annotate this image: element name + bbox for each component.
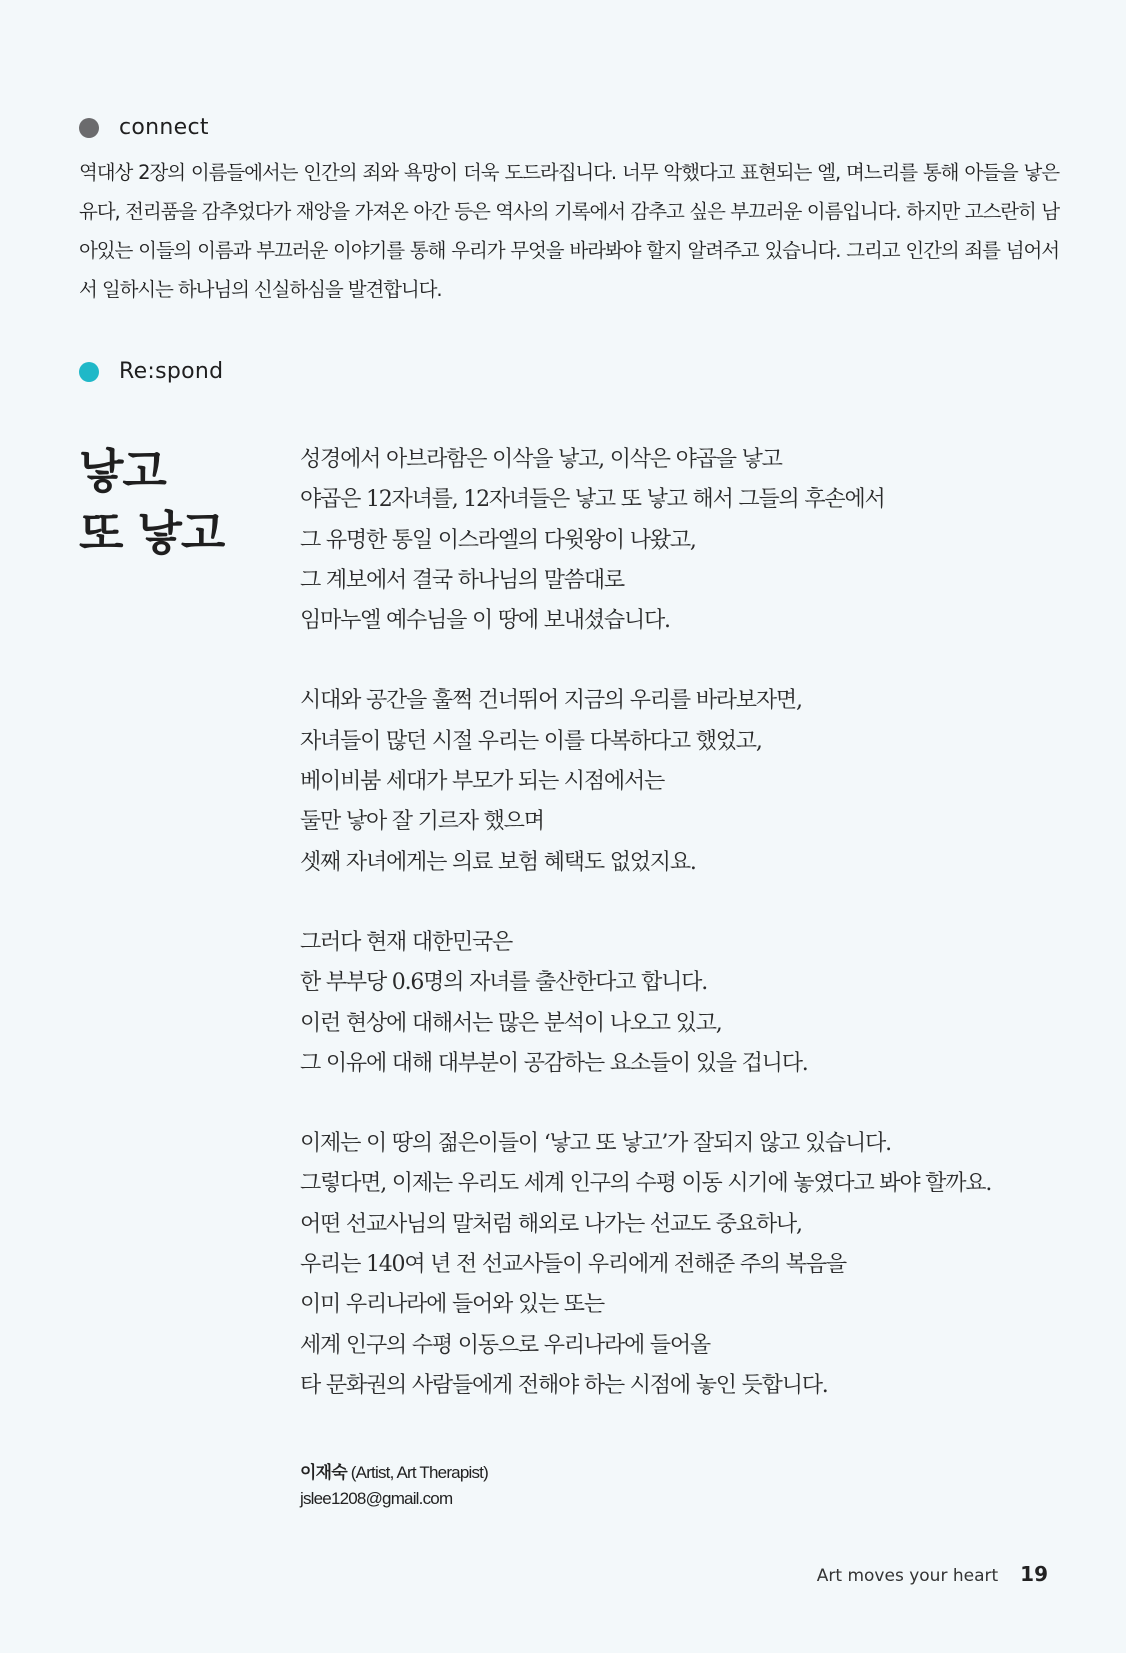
author-email[interactable]: jslee1208@gmail.com	[300, 1489, 453, 1508]
page-footer	[817, 1562, 1048, 1586]
poem-line: 이런 현상에 대해서는 많은 분석이 나오고 있고,	[300, 1010, 722, 1036]
poem-title	[79, 440, 224, 564]
poem-line: 그 이유에 대해 대부분이 공감하는 요소들이 있을 겁니다.	[300, 1050, 808, 1076]
poem-line: 야곱은 12자녀를, 12자녀들은 낳고 또 낳고 해서 그들의 후손에서	[300, 487, 885, 513]
author-name: 이재숙	[300, 1463, 347, 1482]
poem-line: 한 부부당 0.6명의 자녀를 출산한다고 합니다.	[300, 970, 708, 996]
connect-bullet-icon	[79, 118, 99, 138]
poem-stanza	[300, 681, 1080, 882]
respond-label: Re:spond	[119, 359, 224, 384]
poem-line: 그 유명한 통일 이스라엘의 다윗왕이 나왔고,	[300, 527, 696, 553]
poem-stanza	[300, 1124, 1080, 1406]
poem-line: 이미 우리나라에 들어와 있는 또는	[300, 1292, 604, 1318]
poem-line: 그 계보에서 결국 하나님의 말씀대로	[300, 567, 624, 593]
poem-line: 어떤 선교사님의 말처럼 해외로 나가는 선교도 중요하나,	[300, 1211, 802, 1237]
poem-line: 그렇다면, 이제는 우리도 세계 인구의 수평 이동 시기에 놓였다고 봐야 할까요.	[300, 1171, 992, 1197]
poem-line: 둘만 낳아 잘 기르자 했으며	[300, 809, 544, 835]
poem-line: 타 문화권의 사람들에게 전해야 하는 시점에 놓인 듯합니다.	[300, 1372, 828, 1398]
poem-line: 이제는 이 땅의 젊은이들이 ‘낳고 또 낳고’가 잘되지 않고 있습니다.	[300, 1131, 891, 1157]
respond-bullet-icon	[79, 362, 99, 382]
poem-line: 세계 인구의 수평 이동으로 우리나라에 들어올	[300, 1332, 710, 1358]
poem-line: 성경에서 아브라함은 이삭을 낳고, 이삭은 야곱을 낳고	[300, 447, 782, 472]
connect-label: connect	[119, 115, 209, 140]
poem-line: 자녀들이 많던 시절 우리는 이를 다복하다고 했었고,	[300, 728, 762, 754]
connect-section-heading	[79, 115, 209, 140]
respond-section-heading	[79, 359, 223, 384]
poem-line: 우리는 140여 년 전 선교사들이 우리에게 전해준 주의 복음을	[300, 1252, 846, 1278]
poem-stanza	[300, 440, 1080, 641]
page-number: 19	[1020, 1562, 1048, 1586]
connect-paragraph: 역대상 2장의 이름들에서는 인간의 죄와 욕망이 더욱 도드라집니다. 너무 악했다고 표현되는 엘, 며느리를 통해 아들을 낳은 유다, 전리품을 감추었다가 재앙을 가져온 아간 등은 역사의 기록에서 감추고 싶은 부끄러운 이름입니다. 하지만 고스란히 남아있는 이들의 이름과 부끄러운 이야기를 통해 우리가 무엇을 바라봐야 할지 알려주고 있습니다. 그리고 인간의 죄를 넘어서서 일하시는 하나님의 신실하심을 발견합니다.	[79, 161, 1059, 301]
author-line	[300, 1460, 488, 1486]
footer-tagline: Art moves your heart	[816, 1566, 999, 1586]
poem-line: 베이비붐 세대가 부모가 되는 시점에서는	[300, 769, 665, 795]
poem-line: 그러다 현재 대한민국은	[300, 929, 513, 955]
poem-line: 셋째 자녀에게는 의료 보험 혜택도 없었지요.	[300, 849, 696, 875]
poem-line: 임마누엘 예수님을 이 땅에 보내셨습니다.	[300, 608, 670, 634]
poem-body	[300, 440, 1080, 1406]
author-credit	[300, 1460, 488, 1512]
author-role: (Artist, Art Therapist)	[346, 1463, 488, 1482]
poem-title-line: 또 낳고	[79, 506, 225, 560]
poem-line: 시대와 공간을 훌쩍 건너뛰어 지금의 우리를 바라보자면,	[300, 688, 802, 714]
poem-title-line: 낳고	[79, 444, 166, 498]
poem-stanza	[300, 923, 1080, 1084]
